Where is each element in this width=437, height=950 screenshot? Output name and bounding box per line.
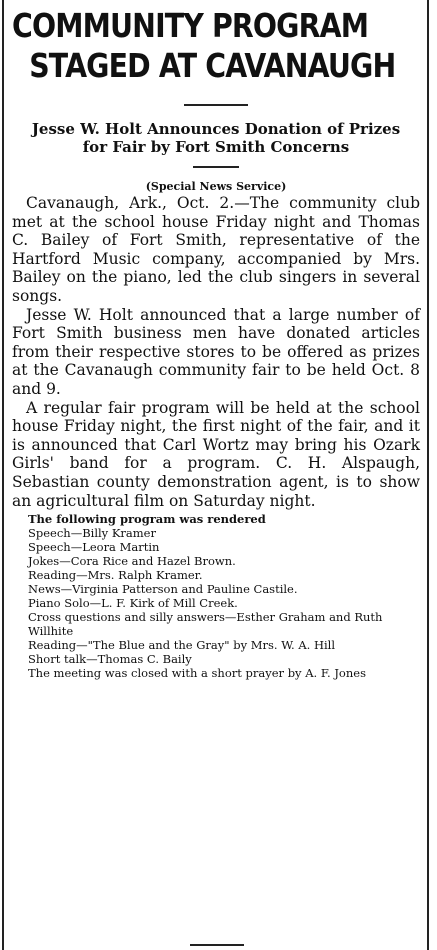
closing-line: The meeting was closed with a short prayer by A. F. Jones: [28, 666, 366, 681]
news-article: [12, 0, 420, 680]
article-body: [12, 194, 420, 510]
headline-divider: [184, 104, 248, 106]
column-rule-right: [427, 0, 429, 950]
paragraph: A regular fair program will be held at the school house Friday night, the first night of the fair, and it is announced that Carl Wortz may bring his Ozark Girls' band for a program. C. H. Alspaugh, Sebastian county demonstration agent, is to show an agricultural film on Saturday night.: [12, 398, 420, 510]
subheadline: Jesse W. Holt Announces Donation of Prizes for Fair by Fort Smith Concerns: [31, 120, 401, 156]
headline-line-1: COMMUNITY PROGRAM: [12, 6, 369, 45]
byline: (Special News Service): [145, 180, 287, 193]
column-rule-left: [2, 0, 4, 950]
program-item: Cross questions and silly answers—Esther Graham and Ruth Willhite: [28, 610, 383, 639]
program-item: Speech—Leora Martin: [28, 540, 160, 555]
subhead-divider: [193, 166, 239, 168]
program-heading: The following program was rendered: [28, 512, 266, 527]
paragraph: Cavanaugh, Ark., Oct. 2.—The community club met at the school house Friday night and Thomas C. Bailey of Fort Smith, representative of the Hartford Music company, accompanied by Mrs. Bailey on the piano, led the club singers in several songs.: [12, 194, 420, 305]
program-item: Reading—Mrs. Ralph Kramer.: [28, 568, 203, 583]
paragraph: Jesse W. Holt announced that a large number of Fort Smith business men have donated articles from their respective stores to be offered as prizes at the Cavanaugh community fair to be held Oct. 8 and 9.: [12, 305, 420, 398]
end-divider: [190, 944, 244, 946]
program-item: Reading—"The Blue and the Gray" by Mrs. W. A. Hill: [28, 638, 336, 653]
headline: [12, 0, 396, 86]
program-item: News—Virginia Patterson and Pauline Castile.: [28, 582, 298, 597]
program-list: [12, 512, 420, 680]
program-item: Jokes—Cora Rice and Hazel Brown.: [28, 554, 236, 569]
program-item: Piano Solo—L. F. Kirk of Mill Creek.: [28, 596, 238, 611]
headline-line-2: STAGED AT CAVANAUGH: [29, 46, 396, 85]
program-item: Short talk—Thomas C. Baily: [28, 652, 192, 667]
program-item: Speech—Billy Kramer: [28, 526, 156, 541]
